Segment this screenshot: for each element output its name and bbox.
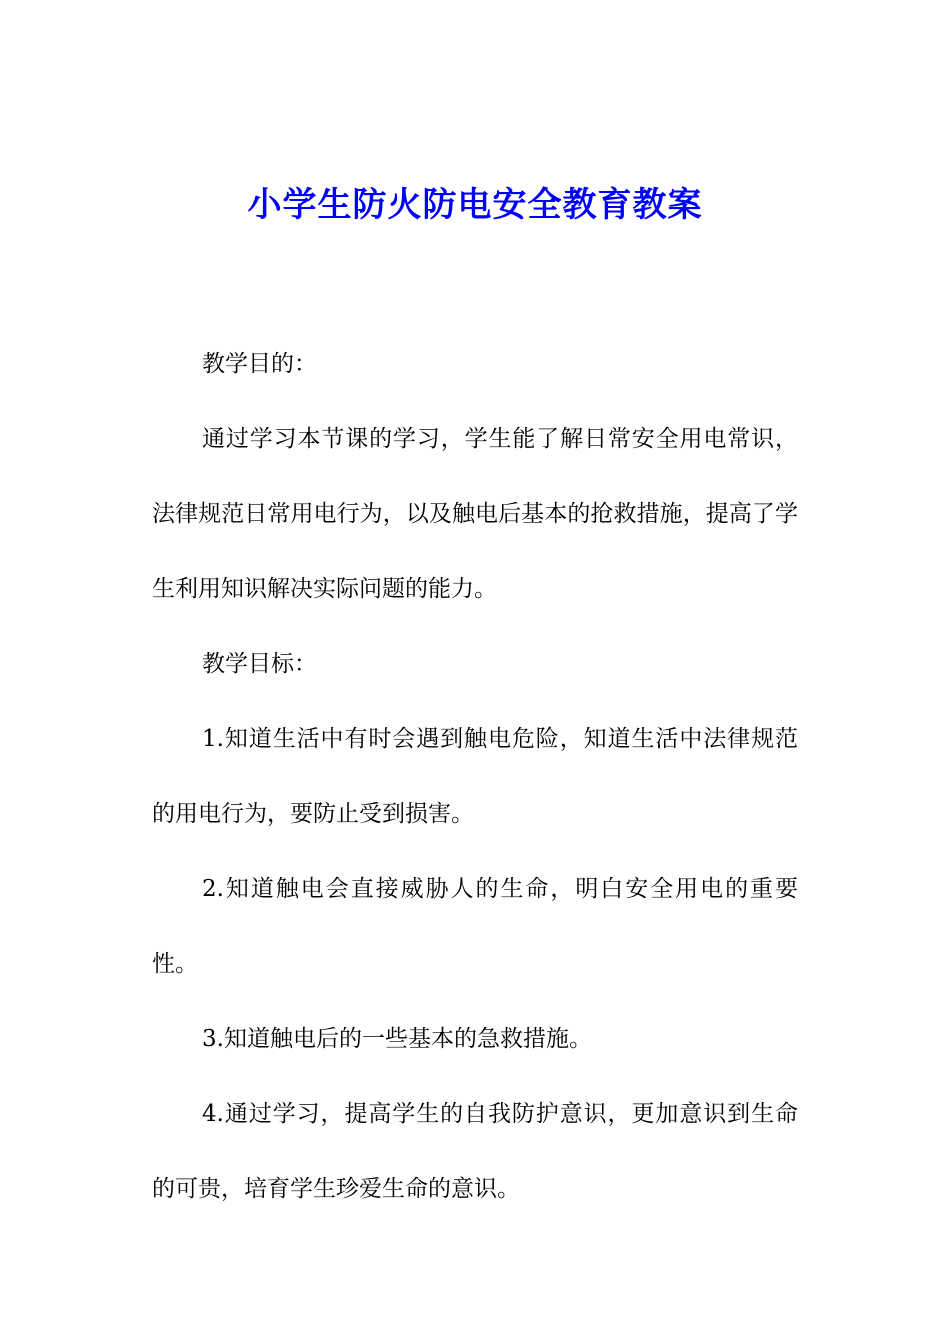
goal-item-1: 1.知道生活中有时会遇到触电危险，知道生活中法律规范的用电行为，要防止受到损害。 bbox=[152, 726, 798, 827]
heading-teaching-purpose: 教学目的： bbox=[202, 351, 317, 377]
goal-item-4: 4.通过学习，提高学生的自我防护意识，更加意识到生命的可贵，培育学生珍爱生命的意识。 bbox=[152, 1101, 798, 1202]
document-title: 小学生防火防电安全教育教案 bbox=[247, 185, 703, 225]
goal-item-3: 3.知道触电后的一些基本的急救措施。 bbox=[202, 1026, 592, 1052]
document-body bbox=[152, 327, 798, 1227]
heading-teaching-goals: 教学目标： bbox=[202, 651, 317, 677]
goal-item-2: 2.知道触电会直接威胁人的生命，明白安全用电的重要性。 bbox=[152, 876, 798, 977]
paragraph-teaching-purpose: 通过学习本节课的学习，学生能了解日常安全用电常识，法律规范日常用电行为，以及触电后基本的抢救措施，提高了学生利用知识解决实际问题的能力。 bbox=[152, 426, 798, 602]
